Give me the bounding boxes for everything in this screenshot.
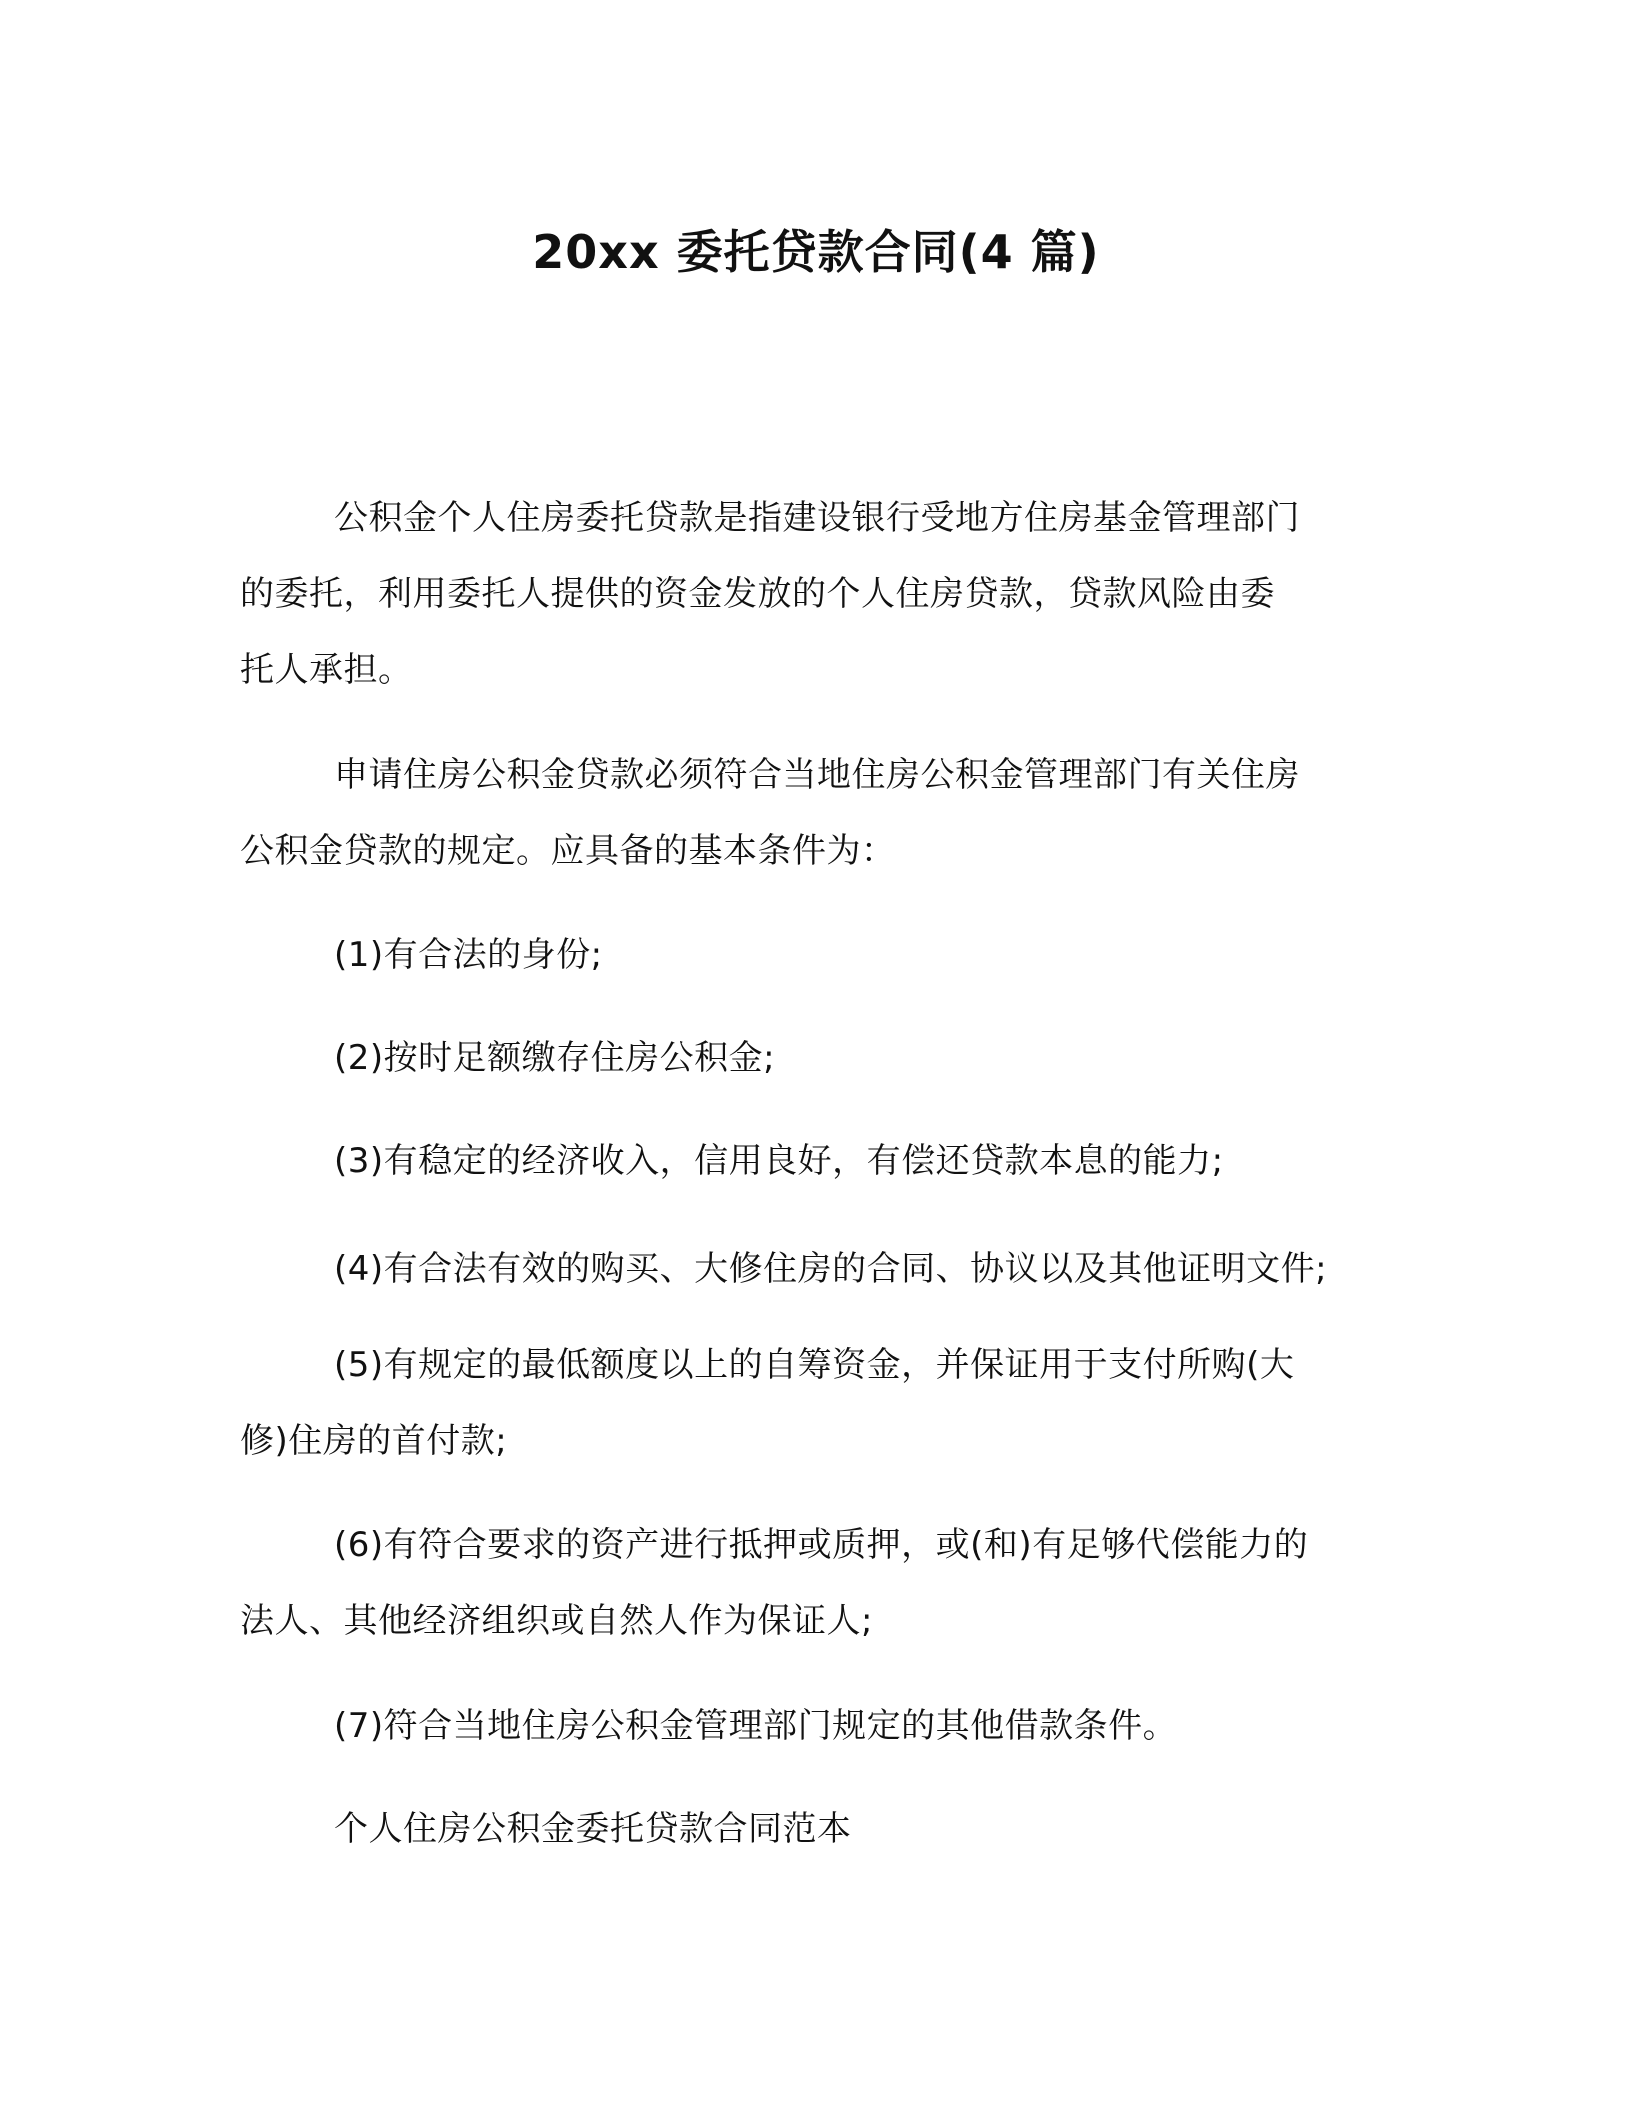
condition-item-4: (4)有合法有效的购买、大修住房的合同、协议以及其他证明文件; bbox=[334, 1249, 1328, 1289]
para1-line3: 托人承担。 bbox=[240, 650, 413, 690]
para2-line2: 公积金贷款的规定。应具备的基本条件为： bbox=[240, 831, 896, 871]
condition-item-2: (2)按时足额缴存住房公积金; bbox=[334, 1038, 776, 1078]
para1-line2: 的委托，利用委托人提供的资金发放的个人住房贷款，贷款风险由委 bbox=[240, 574, 1275, 614]
para2-line1: 申请住房公积金贷款必须符合当地住房公积金管理部门有关住房 bbox=[334, 755, 1300, 795]
condition-item-3: (3)有稳定的经济收入，信用良好，有偿还贷款本息的能力; bbox=[334, 1141, 1224, 1181]
condition-item-6-line1: (6)有符合要求的资产进行抵押或质押，或(和)有足够代偿能力的 bbox=[334, 1525, 1309, 1565]
document-title: 20xx 委托贷款合同(4 篇) bbox=[532, 225, 1100, 279]
condition-item-5-line1: (5)有规定的最低额度以上的自筹资金，并保证用于支付所购(大 bbox=[334, 1345, 1295, 1385]
condition-item-1: (1)有合法的身份; bbox=[334, 935, 603, 975]
para1-line1: 公积金个人住房委托贷款是指建设银行受地方住房基金管理部门 bbox=[334, 498, 1300, 538]
condition-item-7: (7)符合当地住房公积金管理部门规定的其他借款条件。 bbox=[334, 1706, 1178, 1746]
condition-item-5-line2: 修)住房的首付款; bbox=[240, 1421, 508, 1461]
condition-item-6-line2: 法人、其他经济组织或自然人作为保证人; bbox=[240, 1601, 873, 1641]
section-subheading: 个人住房公积金委托贷款合同范本 bbox=[334, 1809, 852, 1849]
